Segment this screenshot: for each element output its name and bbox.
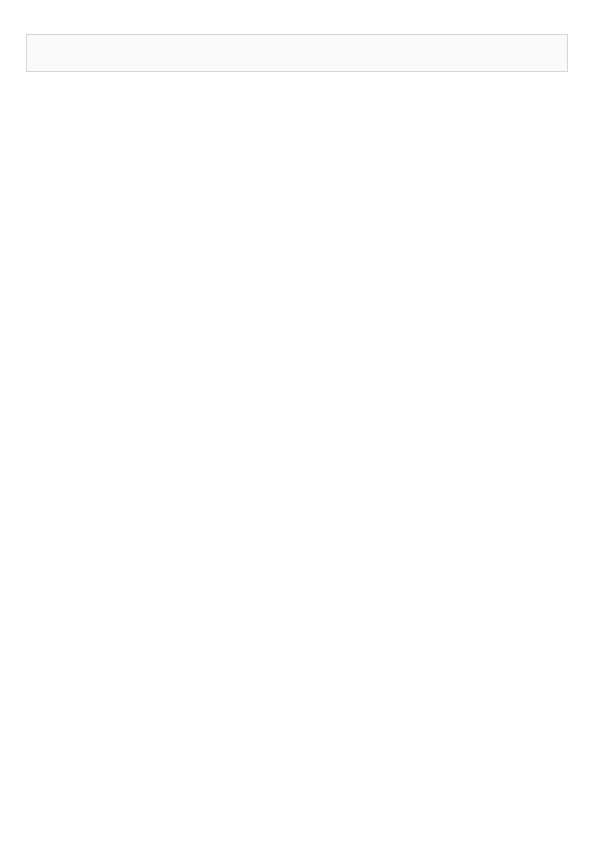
document-text xyxy=(26,34,568,72)
document-body xyxy=(26,34,568,842)
